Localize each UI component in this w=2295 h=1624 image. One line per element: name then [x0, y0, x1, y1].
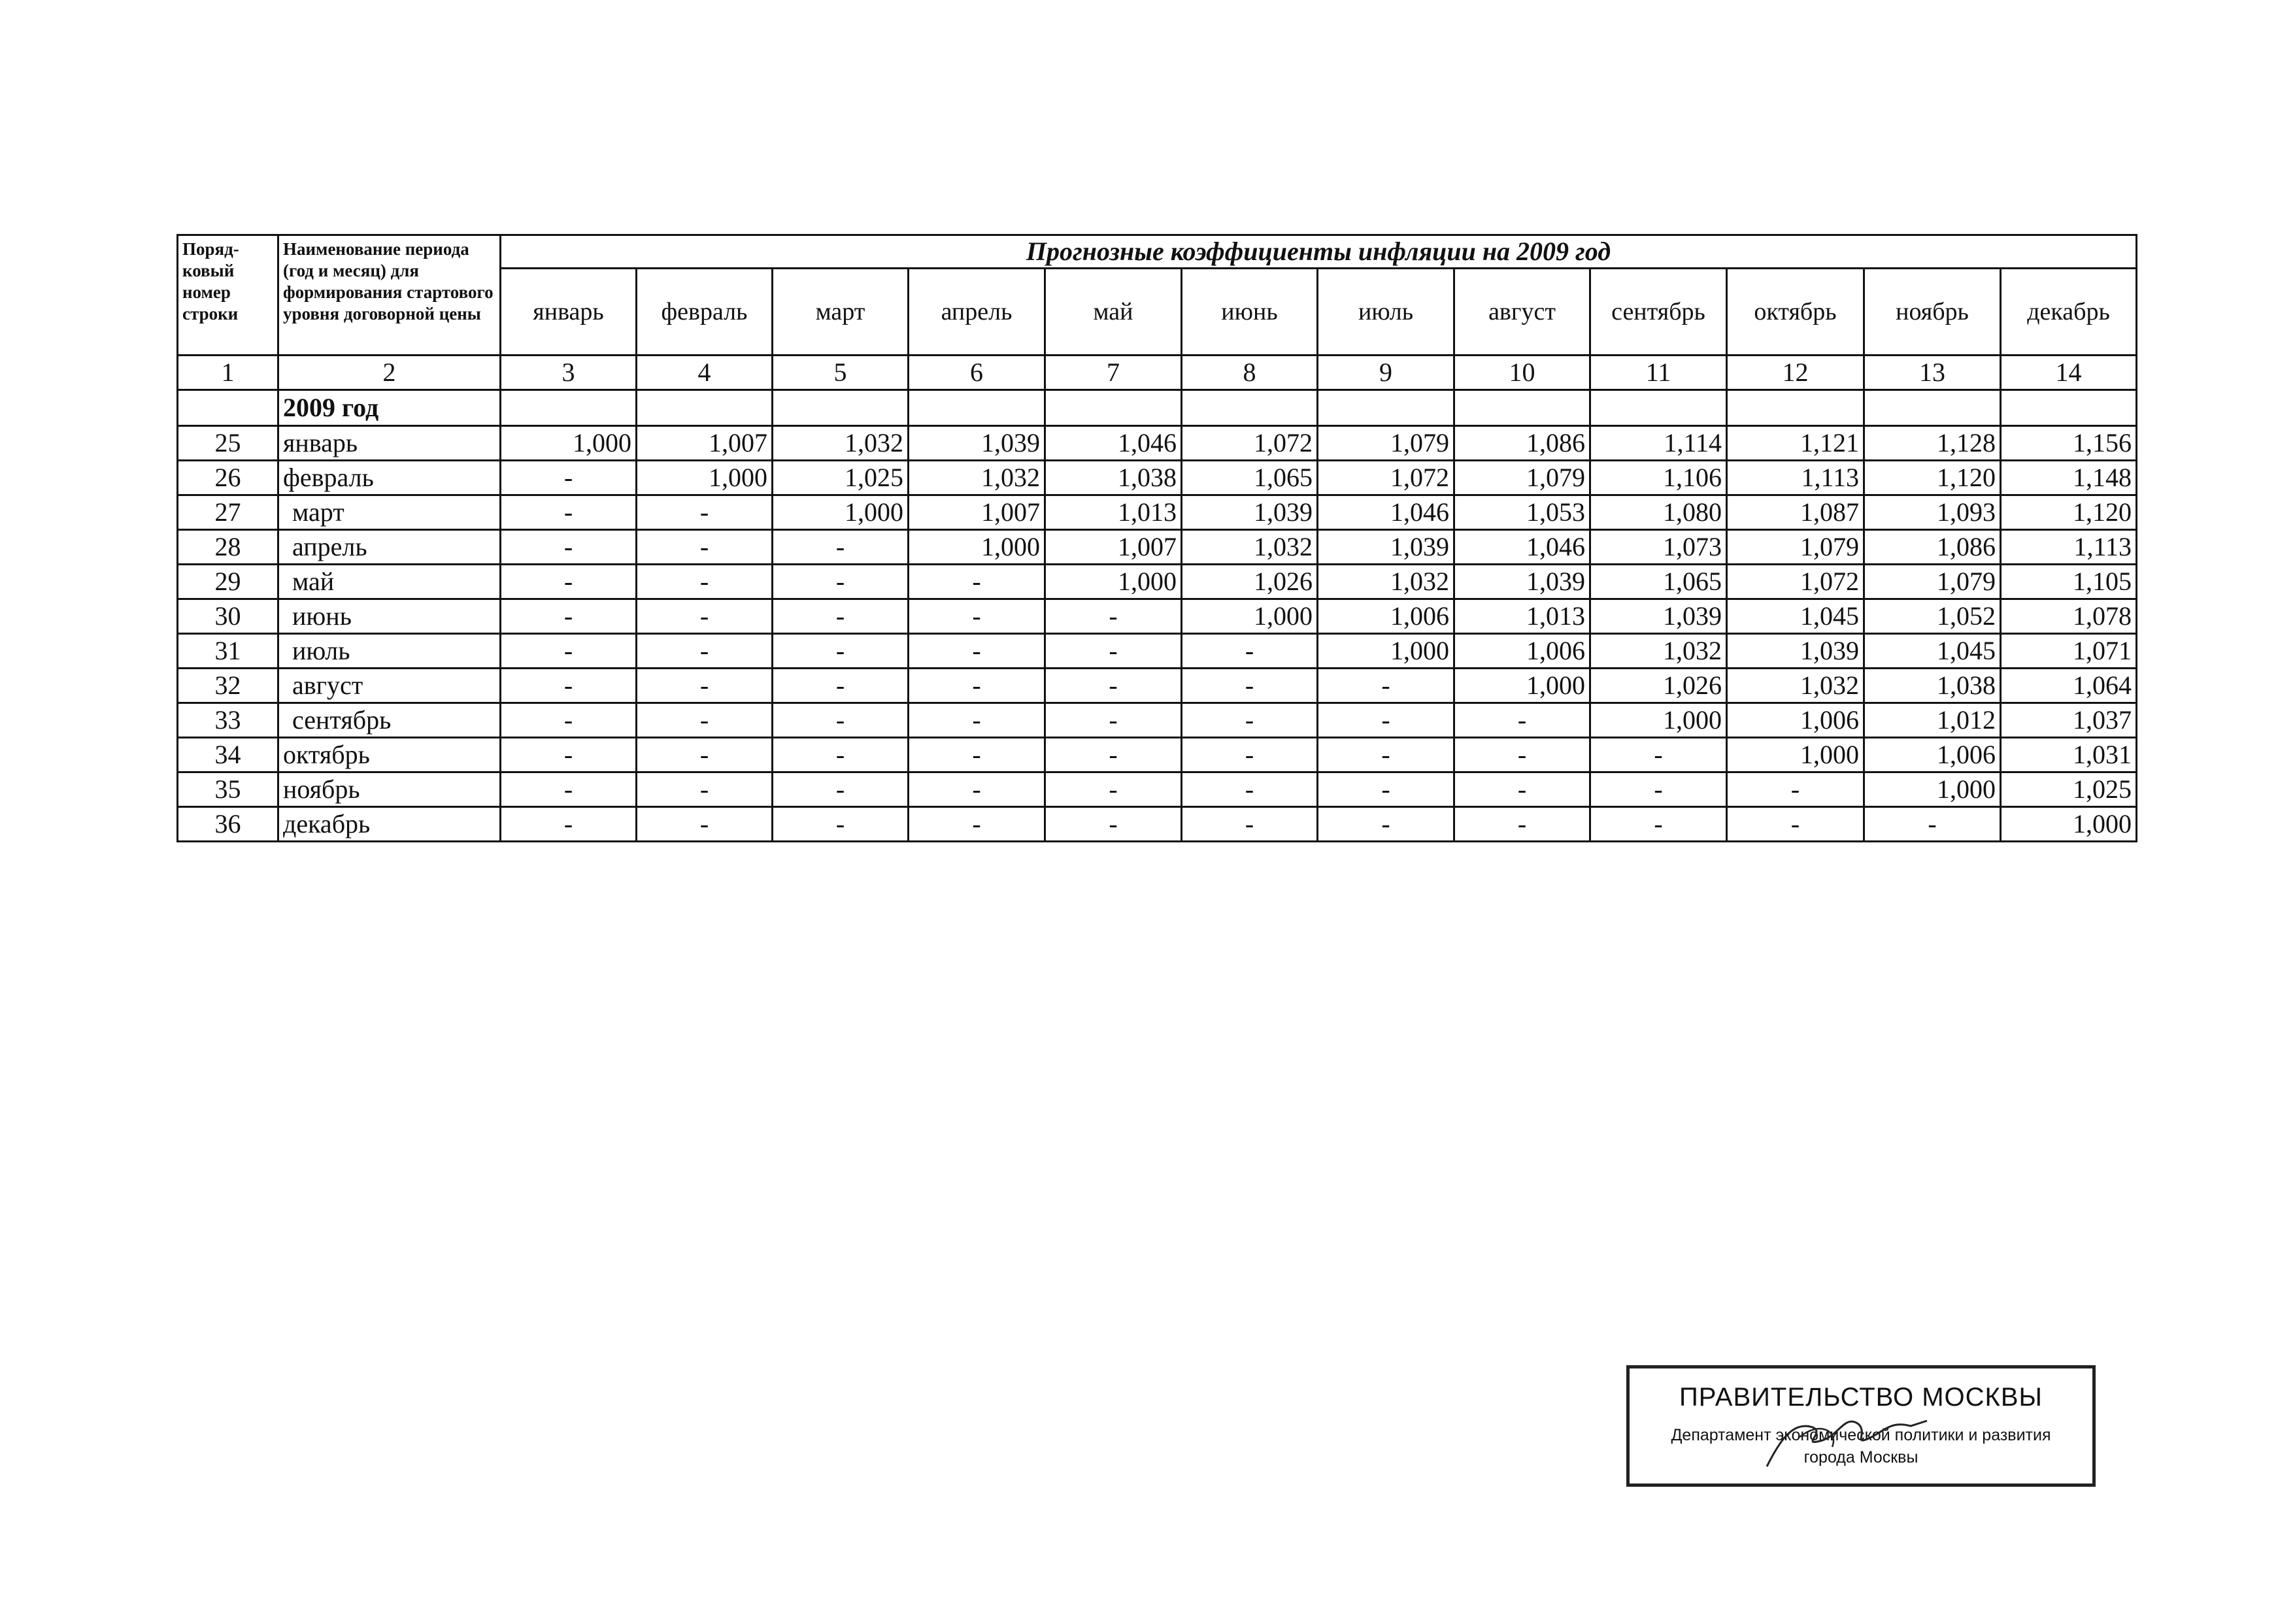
- inflation-coefficients-table: [176, 234, 2137, 842]
- table-row: [178, 461, 2137, 495]
- coefficient-cell: 1,072: [1727, 565, 1864, 599]
- coefficient-cell: -: [1454, 807, 1590, 842]
- coefficient-cell: 1,045: [1864, 634, 2001, 669]
- coefficient-cell: -: [637, 530, 773, 565]
- coefficient-cell: -: [773, 530, 909, 565]
- coefficient-cell: 1,026: [1590, 669, 1727, 703]
- header-month-7: июль: [1318, 269, 1454, 356]
- coefficient-cell: 1,148: [2001, 461, 2137, 495]
- coefficient-cell: 1,012: [1864, 703, 2001, 738]
- coefficient-cell: -: [501, 495, 637, 530]
- coefficient-cell: -: [637, 599, 773, 634]
- header-month-3: март: [773, 269, 909, 356]
- coefficient-cell: 1,046: [1454, 530, 1590, 565]
- row-period: май: [278, 565, 501, 599]
- stamp-line-government: ПРАВИТЕЛЬСТВО МОСКВЫ: [1679, 1383, 2043, 1412]
- coefficient-cell: 1,039: [1727, 634, 1864, 669]
- coefficient-cell: 1,000: [909, 530, 1045, 565]
- empty-cell: [1864, 390, 2001, 426]
- coefficient-cell: -: [1182, 669, 1318, 703]
- coefficient-cell: -: [501, 530, 637, 565]
- table-row: [178, 772, 2137, 807]
- coefficient-cell: 1,156: [2001, 426, 2137, 461]
- coefficient-cell: 1,106: [1590, 461, 1727, 495]
- column-number-7: 7: [1045, 356, 1182, 390]
- coefficient-cell: 1,000: [1590, 703, 1727, 738]
- coefficient-cell: 1,025: [2001, 772, 2137, 807]
- empty-cell: [2001, 390, 2137, 426]
- coefficient-cell: 1,006: [1454, 634, 1590, 669]
- coefficient-cell: -: [1182, 807, 1318, 842]
- row-number: 30: [178, 599, 278, 634]
- coefficient-cell: 1,052: [1864, 599, 2001, 634]
- header-forecast-title: Прогнозные коэффициенты инфляции на 2009 год: [501, 235, 2137, 269]
- empty-cell: [1318, 390, 1454, 426]
- coefficient-cell: 1,006: [1864, 738, 2001, 772]
- coefficient-cell: -: [1318, 738, 1454, 772]
- coefficient-cell: 1,080: [1590, 495, 1727, 530]
- row-number: 33: [178, 703, 278, 738]
- coefficient-cell: 1,007: [637, 426, 773, 461]
- coefficient-cell: 1,026: [1182, 565, 1318, 599]
- header-month-4: апрель: [909, 269, 1045, 356]
- table-row: [178, 495, 2137, 530]
- coefficient-cell: -: [1454, 738, 1590, 772]
- coefficient-cell: -: [1590, 807, 1727, 842]
- coefficient-cell: 1,072: [1318, 461, 1454, 495]
- coefficient-cell: 1,000: [1182, 599, 1318, 634]
- coefficient-cell: -: [501, 634, 637, 669]
- table-row: [178, 530, 2137, 565]
- table-row: [178, 426, 2137, 461]
- coefficient-cell: -: [1045, 703, 1182, 738]
- coefficient-cell: -: [637, 495, 773, 530]
- header-month-12: декабрь: [2001, 269, 2137, 356]
- table-row: [178, 738, 2137, 772]
- table-row: [178, 703, 2137, 738]
- coefficient-cell: 1,032: [1727, 669, 1864, 703]
- header-month-5: май: [1045, 269, 1182, 356]
- coefficient-cell: 1,053: [1454, 495, 1590, 530]
- column-number-11: 11: [1590, 356, 1727, 390]
- coefficient-cell: 1,032: [909, 461, 1045, 495]
- row-number: 25: [178, 426, 278, 461]
- table-row: [178, 669, 2137, 703]
- coefficient-cell: -: [637, 565, 773, 599]
- coefficient-cell: 1,032: [1182, 530, 1318, 565]
- coefficient-cell: -: [909, 634, 1045, 669]
- coefficient-cell: 1,086: [1864, 530, 2001, 565]
- coefficient-cell: -: [909, 772, 1045, 807]
- coefficient-cell: -: [1864, 807, 2001, 842]
- header-month-1: январь: [501, 269, 637, 356]
- coefficient-cell: -: [909, 703, 1045, 738]
- header-month-9: сентябрь: [1590, 269, 1727, 356]
- coefficient-cell: -: [773, 599, 909, 634]
- coefficient-cell: -: [1454, 703, 1590, 738]
- coefficient-cell: 1,079: [1864, 565, 2001, 599]
- coefficient-cell: 1,039: [909, 426, 1045, 461]
- table-row: [178, 565, 2137, 599]
- coefficient-cell: 1,120: [1864, 461, 2001, 495]
- coefficient-cell: -: [773, 634, 909, 669]
- empty-cell: [1182, 390, 1318, 426]
- stamp-line-city: города Москвы: [1803, 1448, 1918, 1467]
- column-number-9: 9: [1318, 356, 1454, 390]
- row-period: февраль: [278, 461, 501, 495]
- table-row: [178, 599, 2137, 634]
- coefficient-cell: 1,073: [1590, 530, 1727, 565]
- coefficient-cell: -: [773, 703, 909, 738]
- row-period: апрель: [278, 530, 501, 565]
- column-number-3: 3: [501, 356, 637, 390]
- coefficient-cell: -: [501, 703, 637, 738]
- empty-cell: [1590, 390, 1727, 426]
- coefficient-cell: 1,025: [773, 461, 909, 495]
- coefficient-cell: -: [1182, 772, 1318, 807]
- coefficient-cell: -: [1045, 738, 1182, 772]
- column-number-1: 1: [178, 356, 278, 390]
- row-number: 27: [178, 495, 278, 530]
- coefficient-cell: 1,038: [1045, 461, 1182, 495]
- year-label: 2009 год: [278, 390, 501, 426]
- coefficient-cell: -: [637, 772, 773, 807]
- empty-cell: [501, 390, 637, 426]
- coefficient-cell: 1,013: [1045, 495, 1182, 530]
- coefficient-cell: 1,007: [909, 495, 1045, 530]
- row-period: июль: [278, 634, 501, 669]
- year-row: [178, 390, 2137, 426]
- coefficient-cell: 1,114: [1590, 426, 1727, 461]
- coefficient-cell: 1,000: [2001, 807, 2137, 842]
- coefficient-cell: 1,087: [1727, 495, 1864, 530]
- coefficient-cell: -: [637, 634, 773, 669]
- column-number-6: 6: [909, 356, 1045, 390]
- coefficient-cell: -: [1727, 772, 1864, 807]
- coefficient-cell: -: [1045, 669, 1182, 703]
- column-number-8: 8: [1182, 356, 1318, 390]
- coefficient-cell: 1,079: [1318, 426, 1454, 461]
- coefficient-cell: 1,038: [1864, 669, 2001, 703]
- row-number: 35: [178, 772, 278, 807]
- coefficient-cell: 1,000: [1045, 565, 1182, 599]
- coefficient-cell: 1,121: [1727, 426, 1864, 461]
- coefficient-cell: 1,007: [1045, 530, 1182, 565]
- coefficient-cell: 1,120: [2001, 495, 2137, 530]
- coefficient-cell: -: [1045, 634, 1182, 669]
- column-number-5: 5: [773, 356, 909, 390]
- coefficient-cell: -: [637, 669, 773, 703]
- coefficient-cell: -: [1590, 738, 1727, 772]
- header-month-2: февраль: [637, 269, 773, 356]
- government-stamp: [1626, 1365, 2096, 1487]
- coefficient-cell: -: [1045, 772, 1182, 807]
- coefficient-cell: 1,037: [2001, 703, 2137, 738]
- coefficient-cell: -: [909, 738, 1045, 772]
- coefficient-cell: 1,086: [1454, 426, 1590, 461]
- column-number-14: 14: [2001, 356, 2137, 390]
- table-row: [178, 807, 2137, 842]
- coefficient-cell: 1,046: [1045, 426, 1182, 461]
- coefficient-cell: -: [1454, 772, 1590, 807]
- row-number: 26: [178, 461, 278, 495]
- coefficient-cell: 1,072: [1182, 426, 1318, 461]
- coefficient-cell: -: [501, 738, 637, 772]
- coefficient-cell: -: [1318, 703, 1454, 738]
- row-period: декабрь: [278, 807, 501, 842]
- header-month-10: октябрь: [1727, 269, 1864, 356]
- coefficient-cell: 1,032: [1318, 565, 1454, 599]
- coefficient-cell: 1,078: [2001, 599, 2137, 634]
- empty-cell: [909, 390, 1045, 426]
- coefficient-cell: 1,039: [1182, 495, 1318, 530]
- coefficient-cell: 1,079: [1454, 461, 1590, 495]
- column-numbers-row: [178, 356, 2137, 390]
- row-number: 29: [178, 565, 278, 599]
- coefficient-cell: -: [909, 599, 1045, 634]
- column-number-10: 10: [1454, 356, 1590, 390]
- column-number-2: 2: [278, 356, 501, 390]
- coefficient-cell: -: [501, 461, 637, 495]
- empty-cell: [1727, 390, 1864, 426]
- coefficient-cell: -: [637, 703, 773, 738]
- coefficient-cell: -: [1182, 703, 1318, 738]
- empty-cell: [637, 390, 773, 426]
- coefficient-cell: -: [1318, 807, 1454, 842]
- column-number-13: 13: [1864, 356, 2001, 390]
- header-period-name: Наименование периода (год и месяц) для формирования стартового уровня договорной цены: [278, 235, 501, 356]
- column-number-12: 12: [1727, 356, 1864, 390]
- coefficient-cell: -: [909, 807, 1045, 842]
- row-number: 31: [178, 634, 278, 669]
- coefficient-cell: 1,000: [1318, 634, 1454, 669]
- coefficient-cell: 1,039: [1590, 599, 1727, 634]
- row-number: 36: [178, 807, 278, 842]
- row-number: 28: [178, 530, 278, 565]
- coefficient-cell: 1,006: [1318, 599, 1454, 634]
- coefficient-cell: 1,013: [1454, 599, 1590, 634]
- coefficient-cell: 1,032: [773, 426, 909, 461]
- coefficient-cell: -: [637, 807, 773, 842]
- coefficient-cell: 1,039: [1318, 530, 1454, 565]
- coefficient-cell: -: [1182, 634, 1318, 669]
- coefficient-cell: -: [1318, 669, 1454, 703]
- coefficient-cell: -: [637, 738, 773, 772]
- empty-cell: [1454, 390, 1590, 426]
- coefficient-cell: 1,000: [1454, 669, 1590, 703]
- coefficient-cell: 1,065: [1590, 565, 1727, 599]
- coefficient-cell: -: [773, 807, 909, 842]
- column-number-4: 4: [637, 356, 773, 390]
- coefficient-cell: -: [501, 565, 637, 599]
- empty-cell: [773, 390, 909, 426]
- row-period: октябрь: [278, 738, 501, 772]
- row-number: 34: [178, 738, 278, 772]
- coefficient-cell: 1,064: [2001, 669, 2137, 703]
- empty-cell: [178, 390, 278, 426]
- row-period: август: [278, 669, 501, 703]
- coefficient-cell: 1,000: [501, 426, 637, 461]
- coefficient-cell: -: [1590, 772, 1727, 807]
- row-period: ноябрь: [278, 772, 501, 807]
- table-row: [178, 634, 2137, 669]
- coefficient-cell: 1,032: [1590, 634, 1727, 669]
- coefficient-cell: -: [501, 772, 637, 807]
- coefficient-cell: -: [909, 669, 1045, 703]
- row-number: 32: [178, 669, 278, 703]
- coefficient-cell: 1,113: [2001, 530, 2137, 565]
- coefficient-cell: 1,031: [2001, 738, 2137, 772]
- coefficient-cell: -: [773, 738, 909, 772]
- coefficient-cell: -: [1182, 738, 1318, 772]
- header-month-6: июнь: [1182, 269, 1318, 356]
- coefficient-cell: 1,093: [1864, 495, 2001, 530]
- coefficient-cell: -: [501, 599, 637, 634]
- signature-icon: [1760, 1401, 1930, 1473]
- coefficient-cell: 1,113: [1727, 461, 1864, 495]
- coefficient-cell: 1,000: [1864, 772, 2001, 807]
- coefficient-cell: 1,045: [1727, 599, 1864, 634]
- coefficient-cell: -: [501, 807, 637, 842]
- header-row-1: [178, 235, 2137, 269]
- coefficient-cell: -: [1727, 807, 1864, 842]
- coefficient-cell: -: [773, 772, 909, 807]
- coefficient-cell: 1,079: [1727, 530, 1864, 565]
- coefficient-cell: 1,065: [1182, 461, 1318, 495]
- stamp-line-department: Департамент экономической политики и развития: [1671, 1426, 2051, 1444]
- coefficient-cell: -: [501, 669, 637, 703]
- coefficient-cell: 1,105: [2001, 565, 2137, 599]
- header-month-8: август: [1454, 269, 1590, 356]
- coefficient-cell: 1,000: [637, 461, 773, 495]
- coefficient-cell: -: [1318, 772, 1454, 807]
- coefficient-cell: -: [1045, 599, 1182, 634]
- header-row-number: Поряд-ковый номер строки: [178, 235, 278, 356]
- row-period: июнь: [278, 599, 501, 634]
- coefficient-cell: -: [773, 565, 909, 599]
- coefficient-cell: -: [773, 669, 909, 703]
- coefficient-cell: 1,128: [1864, 426, 2001, 461]
- coefficient-cell: 1,046: [1318, 495, 1454, 530]
- coefficient-cell: 1,000: [1727, 738, 1864, 772]
- row-period: сентябрь: [278, 703, 501, 738]
- coefficient-cell: 1,039: [1454, 565, 1590, 599]
- row-period: январь: [278, 426, 501, 461]
- coefficient-cell: 1,071: [2001, 634, 2137, 669]
- header-month-11: ноябрь: [1864, 269, 2001, 356]
- coefficient-cell: -: [909, 565, 1045, 599]
- coefficient-cell: 1,000: [773, 495, 909, 530]
- coefficient-cell: 1,006: [1727, 703, 1864, 738]
- empty-cell: [1045, 390, 1182, 426]
- row-period: март: [278, 495, 501, 530]
- coefficient-cell: -: [1045, 807, 1182, 842]
